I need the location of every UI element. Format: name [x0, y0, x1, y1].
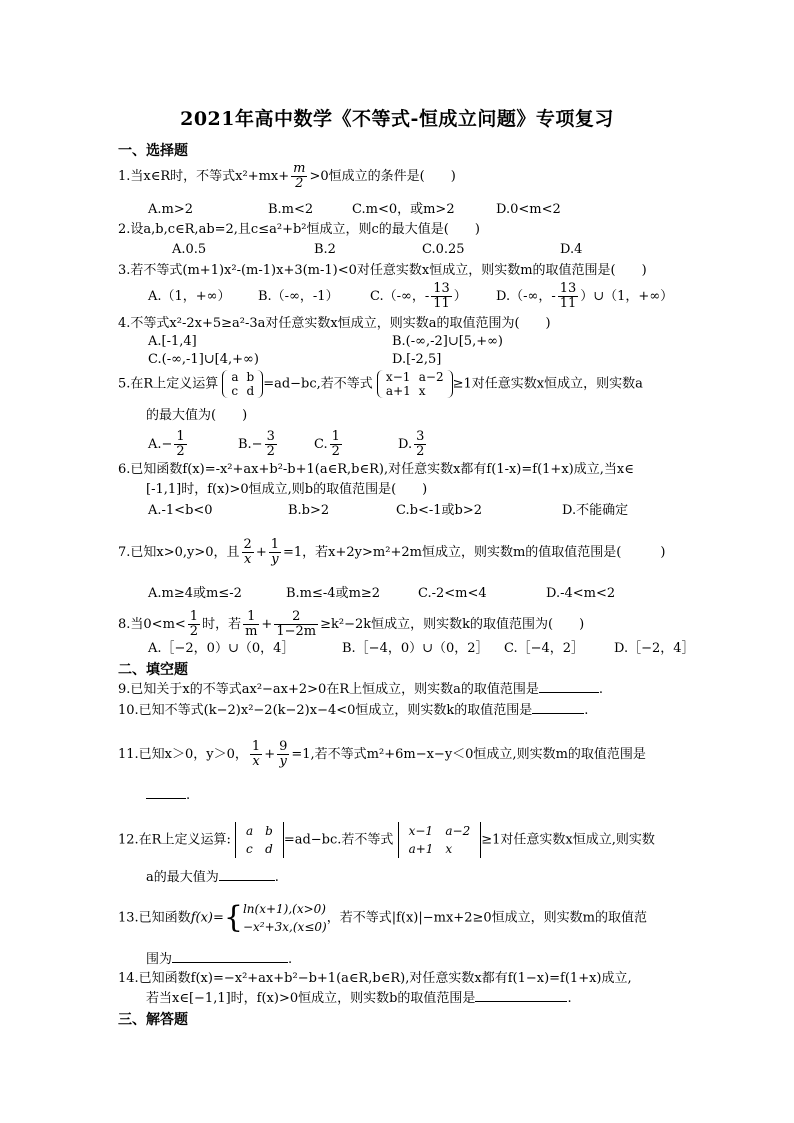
question-10: 10.已知不等式(k−2)x²−2(k−2)x−4<0恒成立，则实数k的取值范围是 .: [118, 703, 589, 718]
q3-option-c: C.（-∞，- $\frac{13}{11}$ ）: [370, 281, 467, 311]
q3-option-b: B.（-∞，-1）: [258, 289, 339, 304]
q7-option-c: C.-2<m<4: [418, 586, 487, 601]
question-13: 13.已知函数f(x)={ln(x+1),(x>0) −x²+3x,(x≤0)，若不等式|f(x)|−mx+2≥0恒成立，则实数m的取值范: [118, 900, 647, 935]
q5-option-b: B.− $\frac{3}{2}$: [238, 429, 275, 459]
section-solve: 三、解答题: [118, 1012, 188, 1028]
q3-option-d: D.（-∞，- $\frac{13}{11}$ ）∪（1，+∞）: [496, 281, 674, 311]
question-5-line-2: 的最大值为( ): [146, 408, 248, 423]
q4-option-a: A.[-1,4]: [148, 334, 197, 349]
question-11: 11.已知x＞0，y＞0， $\frac{1}{x}$ + $\frac{9}{y}$ =1,若不等式m²+6m−x−y＜0恒成立,则实数m的取值范围是: [118, 739, 646, 769]
q2-option-d: D.4: [560, 242, 583, 257]
q4-option-b: B.(-∞,-2]∪[5,+∞): [392, 334, 504, 349]
answer-blank[interactable]: [172, 950, 288, 963]
q2-option-c: C.0.25: [422, 242, 465, 257]
determinant-2: x−1 a−2 a+1 x: [398, 822, 482, 858]
determinant-1: a b c d: [235, 822, 284, 858]
question-5: 5.在R上定义运算 a b c d =ad−bc,若不等式 x−1 a−2 a+1 x ≥1对任意实数x恒成立，则实数a: [118, 370, 643, 398]
q6-option-a: A.-1<b<0: [148, 503, 213, 518]
inequality-matrix: x−1 a−2 a+1 x: [377, 370, 453, 398]
q7-option-d: D.-4<m<2: [546, 586, 616, 601]
section-choice: 一、选择题: [118, 143, 188, 159]
question-14-line-2: 若当x∈[−1,1]时，f(x)>0恒成立，则实数b的取值范围是 .: [146, 991, 572, 1006]
question-4: 4.不等式x²-2x+5≥a²-3a对任意实数x恒成立，则实数a的取值范围为( ): [118, 316, 551, 331]
q7-option-a: A.m≥4或m≤-2: [148, 586, 242, 601]
answer-blank[interactable]: [532, 701, 584, 714]
q1-option-d: D.0<m<2: [496, 202, 561, 217]
page-title: 2021年高中数学《不等式-恒成立问题》专项复习: [180, 108, 614, 130]
question-13-line-2: 围为 .: [146, 952, 293, 967]
answer-blank[interactable]: [539, 680, 599, 693]
q1-option-a: A.m>2: [148, 202, 194, 217]
q1-option-c: C.m<0，或m>2: [352, 202, 455, 217]
q5-option-a: A.− $\frac{1}{2}$: [148, 429, 185, 459]
q8-option-d: D.［−2，4］: [614, 641, 695, 656]
question-8: 8.当0<m< $\frac{1}{2}$ 时，若 $\frac{1}{m}$ + $\frac{2}{1-2m}$ ≥k²−2k恒成立，则实数k的取值范围为( ): [118, 609, 585, 639]
q2-option-a: A.0.5: [172, 242, 207, 257]
question-12-line-2: a的最大值为 .: [146, 870, 279, 885]
answer-blank[interactable]: [219, 868, 275, 881]
answer-blank[interactable]: [475, 989, 567, 1002]
answer-blank[interactable]: [146, 786, 186, 799]
q6-option-b: B.b>2: [288, 503, 330, 518]
section-fill: 二、填空题: [118, 662, 188, 678]
q8-option-b: B.［−4，0）∪（0，2］: [342, 641, 489, 656]
operation-matrix: a b c d: [222, 370, 263, 398]
question-6-line-2: [-1,1]时，f(x)>0恒成立,则b的取值范围是( ): [146, 482, 428, 497]
q2-option-b: B.2: [314, 242, 336, 257]
question-14: 14.已知函数f(x)=−x²+ax+b²−b+1(a∈R,b∈R),对任意实数x都有f(1−x)=f(1+x)成立,: [118, 971, 632, 986]
question-9: 9.已知关于x的不等式ax²−ax+2>0在R上恒成立，则实数a的取值范围是 .: [118, 682, 604, 697]
q8-option-a: A.［−2，0）∪（0，4］: [148, 641, 295, 656]
q7-option-b: B.m≤-4或m≥2: [286, 586, 381, 601]
q6-option-d: D.不能确定: [562, 503, 629, 518]
q1-option-b: B.m<2: [268, 202, 314, 217]
question-12: 12.在R上定义运算: a b c d =ad−bc.若不等式 x−1 a−2 a+1 x ≥1对任意实数x恒成立,则实数: [118, 824, 655, 856]
question-1: 1.当x∈R时，不等式x²+mx+ $\frac{m}{2}$ >0恒成立的条件是( ): [118, 161, 456, 191]
q3-option-a: A.（1，+∞）: [148, 289, 231, 304]
q8-option-c: C.［−4，2］: [504, 641, 585, 656]
question-6: 6.已知函数f(x)=-x²+ax+b²-b+1(a∈R,b∈R),对任意实数x都有f(1-x)=f(1+x)成立,当x∈: [118, 462, 634, 477]
q5-option-c: C. $\frac{1}{2}$: [314, 429, 340, 459]
question-7: 7.已知x>0,y>0，且 $\frac{2}{x}$ + $\frac{1}{y}$ =1，若x+2y>m²+2m恒成立，则实数m的值取值范围是( ): [118, 537, 666, 567]
q4-option-d: D.[-2,5]: [392, 352, 442, 367]
question-3: 3.若不等式(m+1)x²-(m-1)x+3(m-1)<0对任意实数x恒成立，则实数m的取值范围是( ): [118, 263, 647, 278]
question-11-line-2: .: [146, 786, 190, 805]
q6-option-c: C.b<-1或b>2: [396, 503, 482, 518]
q4-option-c: C.(-∞,-1]∪[4,+∞): [148, 352, 259, 367]
question-2: 2.设a,b,c∈R,ab=2,且c≤a²+b²恒成立，则c的最大值是( ): [118, 222, 480, 237]
q5-option-d: D. $\frac{3}{2}$: [398, 429, 425, 459]
